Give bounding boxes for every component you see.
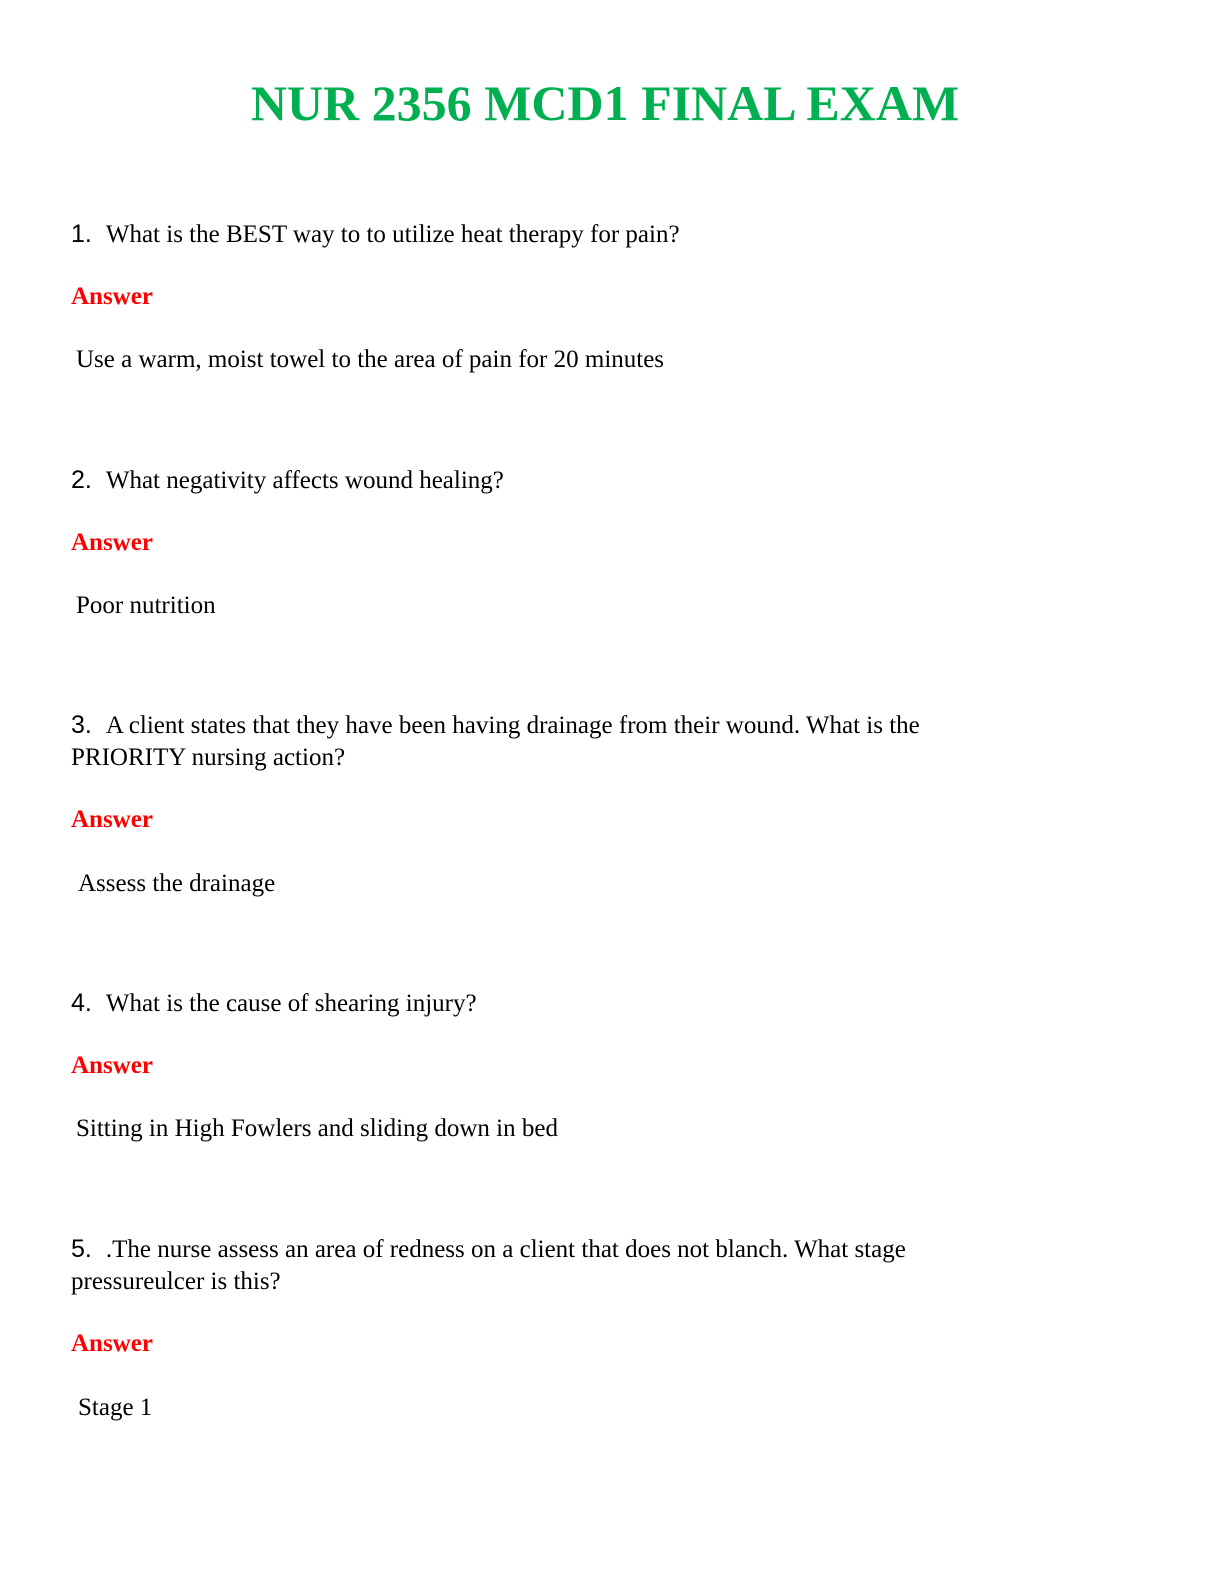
question-3 xyxy=(71,709,1031,774)
answer-label: Answer xyxy=(71,529,153,556)
question-text: .The nurse assess an area of redness on a client that does not blanch. What stage pressureulcer is this? xyxy=(71,1236,906,1295)
question-text: What is the BEST way to to utilize heat therapy for pain? xyxy=(105,221,680,248)
question-5 xyxy=(71,1233,1031,1298)
question-2 xyxy=(71,464,1031,497)
question-number: 4. xyxy=(71,989,92,1017)
answer-text: Assess the drainage xyxy=(78,870,276,897)
answer-label: Answer xyxy=(71,806,153,833)
answer-text: Use a warm, moist towel to the area of pain for 20 minutes xyxy=(76,346,665,373)
question-block-3 xyxy=(71,709,1031,900)
question-text: What negativity affects wound healing? xyxy=(105,467,504,494)
question-text: A client states that they have been having drainage from their wound. What is the PRIORITY nursing action? xyxy=(71,712,920,771)
page-title: NUR 2356 MCD1 FINAL EXAM xyxy=(250,75,960,131)
question-block-1 xyxy=(71,218,1031,376)
question-block-4 xyxy=(71,987,1031,1145)
answer-label: Answer xyxy=(71,1052,153,1079)
answer-text: Stage 1 xyxy=(78,1394,153,1421)
question-number: 1. xyxy=(71,220,92,248)
question-block-2 xyxy=(71,464,1031,622)
question-number: 2. xyxy=(71,466,92,494)
question-block-5 xyxy=(71,1233,1031,1424)
question-number: 3. xyxy=(71,711,92,739)
answer-label: Answer xyxy=(71,283,153,310)
question-number: 5. xyxy=(71,1235,92,1263)
question-text: What is the cause of shearing injury? xyxy=(105,990,477,1017)
answer-label: Answer xyxy=(71,1330,153,1357)
question-4 xyxy=(71,987,1031,1020)
answer-text: Sitting in High Fowlers and sliding down in bed xyxy=(76,1115,558,1142)
question-1 xyxy=(71,218,1031,251)
answer-text: Poor nutrition xyxy=(76,592,216,619)
